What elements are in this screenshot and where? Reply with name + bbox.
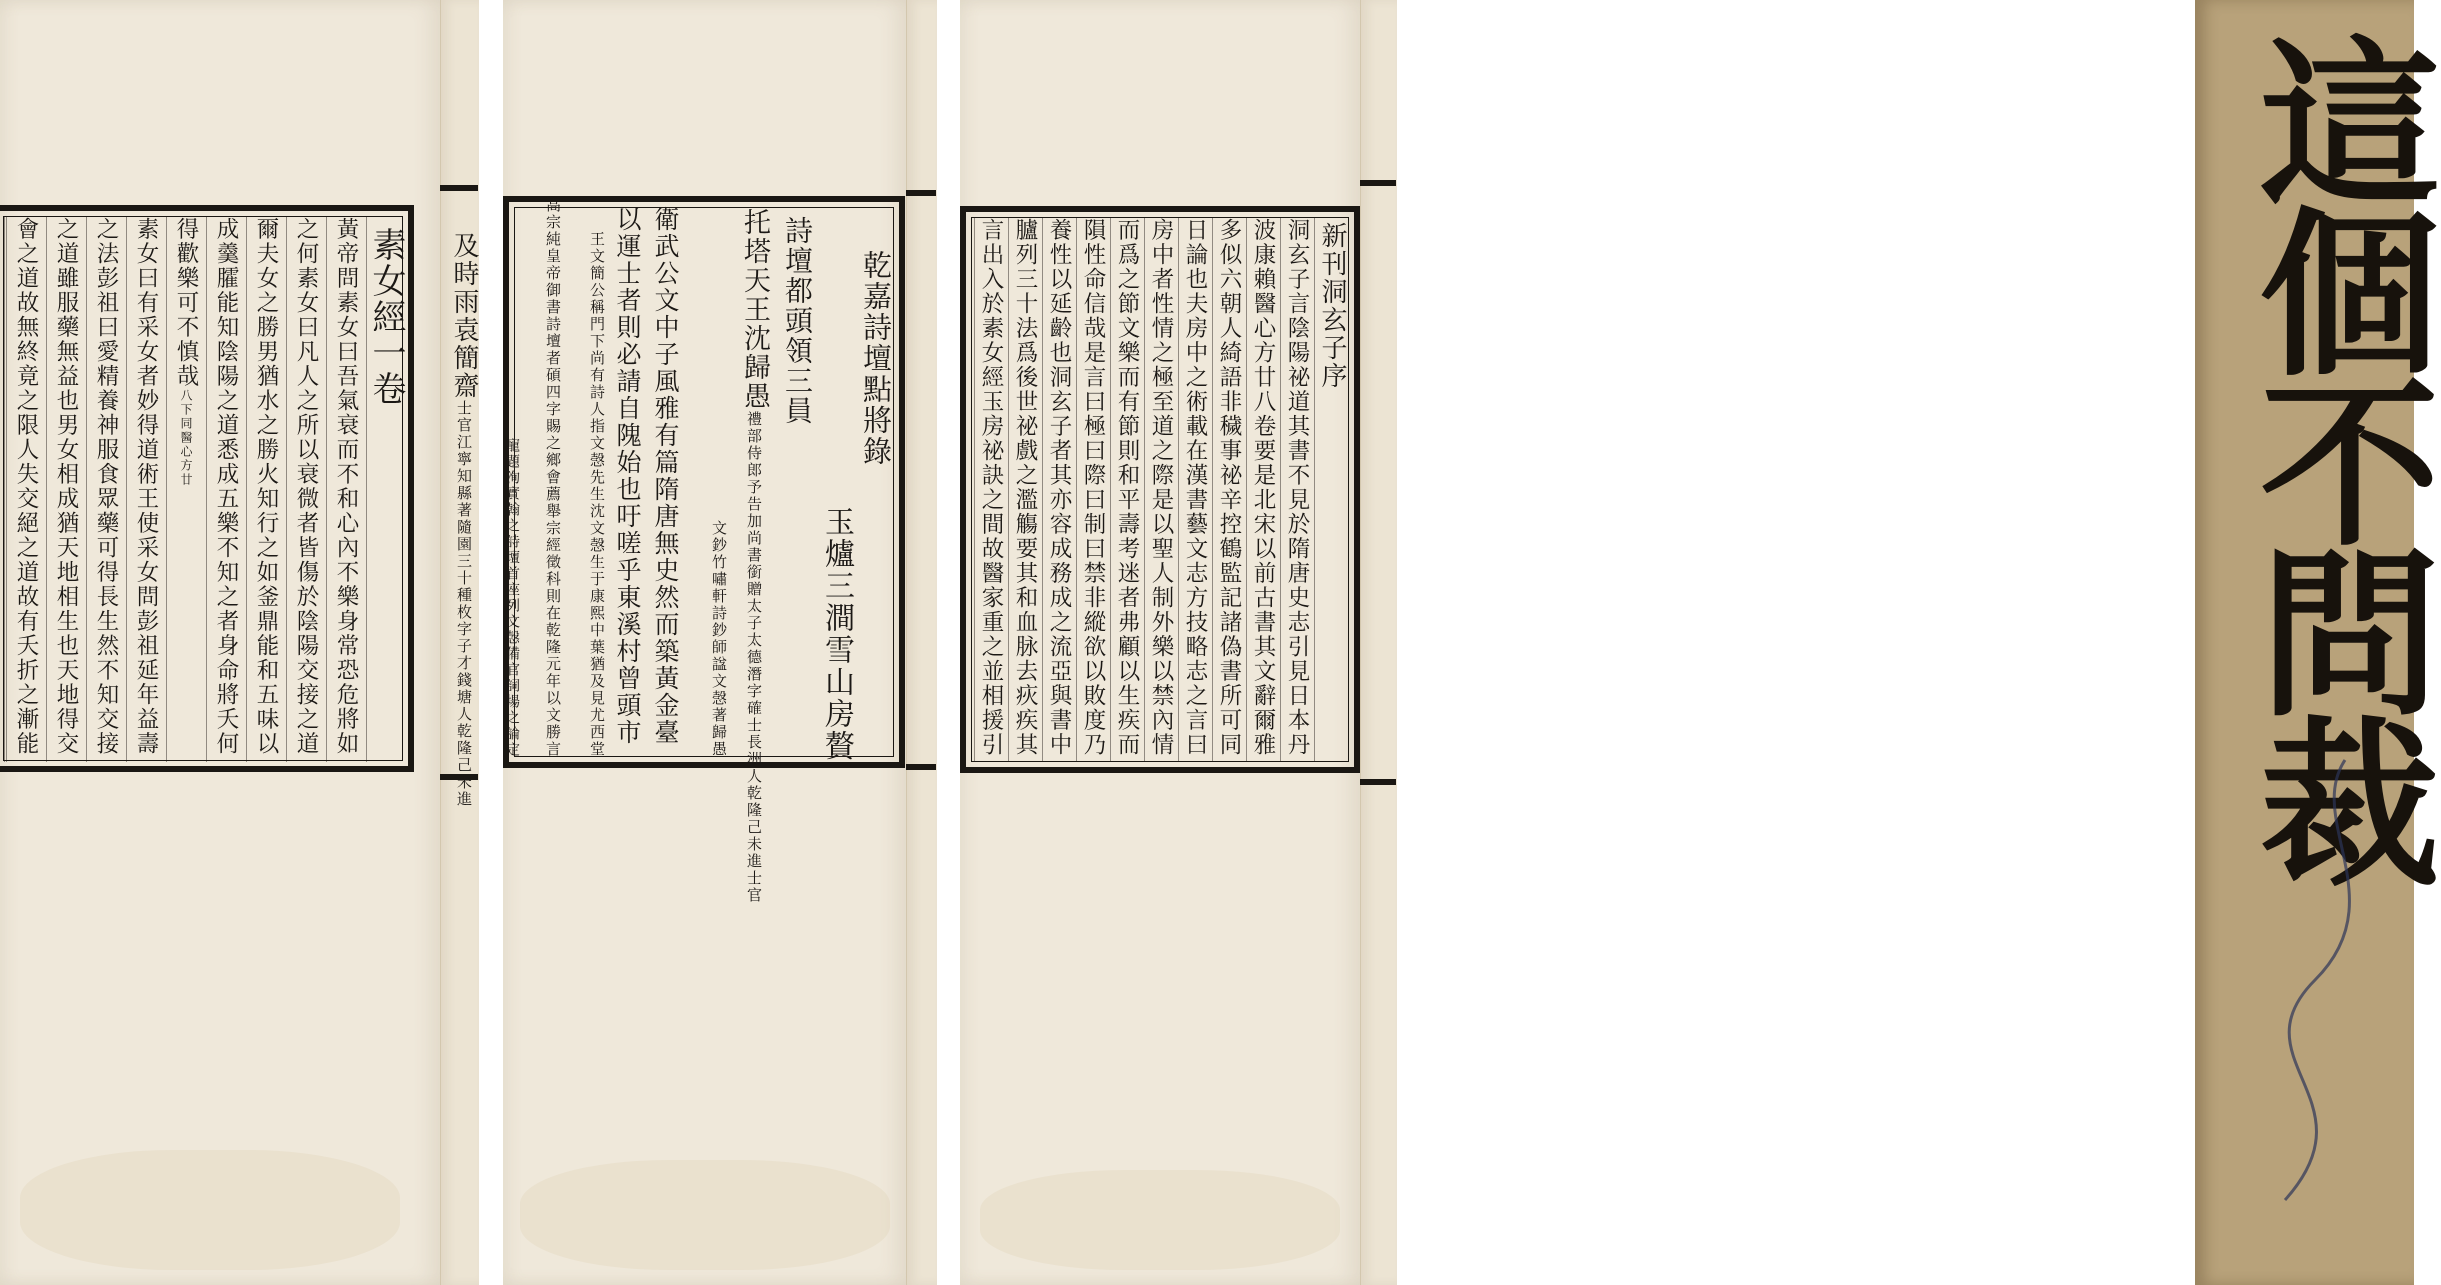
paper-stain [980, 1170, 1340, 1270]
text-column: 之道雖服藥無益也男女相成猶天地相生也天地得交 [46, 217, 86, 762]
text-column-main: 及時雨袁簡齋 [449, 232, 479, 400]
text-column: 衛武公文中子風雅有篇隋唐無史然而築黃金臺 [651, 206, 680, 746]
text-column: 之何素女曰凡人之所以衰微者皆傷於陰陽交接之道 [286, 217, 326, 762]
annotation-line: 沈文愨生于康熙中葉猶及見尤西堂 [588, 503, 606, 758]
annotation-line: 禮部侍郎予告加尚書銜贈太子太 [745, 411, 763, 649]
text-column: 多似六朝人綺語非穢事祕辛控鶴監記諸偽書所可同 [1212, 218, 1246, 762]
text-column [730, 206, 778, 904]
page-fold-2-frame [906, 190, 936, 770]
annotation-line: 醫心方廿 [179, 430, 193, 487]
text-column: 黃帝問素女曰吾氣衰而不和心內不樂身常恐危將如 [326, 217, 366, 762]
text-columns-panel-2 [449, 197, 896, 904]
author-line: 玉爐三澗雪山房贅 [819, 506, 854, 762]
text-column: 成羹臛能知陰陽之道悉成五樂不知之者身命將夭何 [206, 217, 246, 762]
text-column: 隕性命信哉是言曰極曰際曰制曰禁非縱欲以敗度乃 [1076, 218, 1110, 762]
text-column: 爾夫女之勝男猶水之勝火知行之如釜鼎能和五味以 [246, 217, 286, 762]
paper-stain [20, 1150, 400, 1270]
scroll-cord [2195, 0, 2414, 1285]
text-column-main: 托塔天王沈歸愚 [739, 208, 770, 411]
text-columns-panel-1 [4, 217, 406, 762]
annotation-line: 高宗純皇帝御書詩壇者碩四字賜之鄉會 [544, 197, 562, 486]
annotation-note [564, 206, 608, 758]
annotation-line: 枚字子才錢塘人乾隆己未進 [455, 604, 473, 808]
text-column: 言出入於素女經玉房祕訣之間故醫家重之並相援引 [974, 218, 1008, 762]
section-title: 素女經一卷 [366, 217, 406, 762]
text-column: 養性以延齡也洞玄子者其亦容成務成之流亞與書中 [1042, 218, 1076, 762]
calligraphy-text: 這個不問裁 [2230, 30, 2441, 880]
page-fold-3-frame [1360, 180, 1396, 785]
text-column: 之法彭祖曰愛精養神服食眾藥可得長生然不知交接 [86, 217, 126, 762]
annotation-note [520, 197, 564, 758]
text-column: 會之道故無終竟之限人失交絕之道故有夭折之漸能 [6, 217, 46, 762]
text-column: 素女曰有采女者妙得道術王使采女問彭祖延年益壽 [126, 217, 166, 762]
book-title: 乾嘉詩壇點將錄 [859, 250, 893, 467]
text-column: 房中者性情之極至道之際是以聖人制外樂以禁內情 [1144, 218, 1178, 762]
annotation-line: 師諡文愨著歸愚 [710, 639, 728, 758]
calligraphy-scroll [2195, 0, 2441, 1285]
annotation-line: 八下同 [179, 388, 193, 431]
annotation-note [486, 206, 520, 758]
annotation-note [453, 400, 475, 808]
text-columns-panel-3 [971, 218, 1349, 762]
text-column: 洞玄子言陰陽祕道其書不見於隋唐史志引見日本丹 [1280, 218, 1314, 762]
annotation-note [178, 389, 194, 487]
section-heading: 詩壇都頭領三員 [781, 216, 814, 426]
annotation-line: 文鈔竹嘯軒詩鈔 [710, 520, 728, 639]
paper-stain [520, 1160, 890, 1270]
text-column: 日論也夫房中之術載在漢書藝文志方技略志之言曰 [1178, 218, 1212, 762]
annotation-line: 王文簡公稱門下尚有詩人指文愨先生 [588, 231, 606, 503]
annotation-line: 列文愨備官詞場之論定 [504, 598, 520, 758]
text-column-main: 得歡樂可不慎哉 [173, 217, 199, 389]
annotation-line: 薦舉宗經徵科則在乾隆元年以文勝言 [544, 486, 562, 758]
annotation-note [684, 206, 730, 758]
annotation-line: 士官江寧知縣著隨園三十種 [455, 400, 473, 604]
text-column [442, 206, 486, 808]
preface-title: 新刊洞玄子序 [1314, 218, 1349, 762]
annotation-line: 寵題洵實翰之詩壇首座 [504, 438, 520, 598]
text-column: 波康賴醫心方廿八卷要是北宋以前古書其文辭爾雅 [1246, 218, 1280, 762]
text-column: 以運士者則必請自隗始也吁嗟乎東溪村曾頭市 [613, 206, 642, 746]
text-column [166, 217, 206, 762]
text-column: 而爲之節文樂而有節則和平壽考迷者弗顧以生疾而 [1110, 218, 1144, 762]
text-column: 臚列三十法爲後世祕戲之濫觴要其和血脉去疢疾其 [1008, 218, 1042, 762]
annotation-note [743, 411, 765, 904]
annotation-line: 德潛字確士長洲人乾隆己未進士官 [745, 649, 763, 904]
